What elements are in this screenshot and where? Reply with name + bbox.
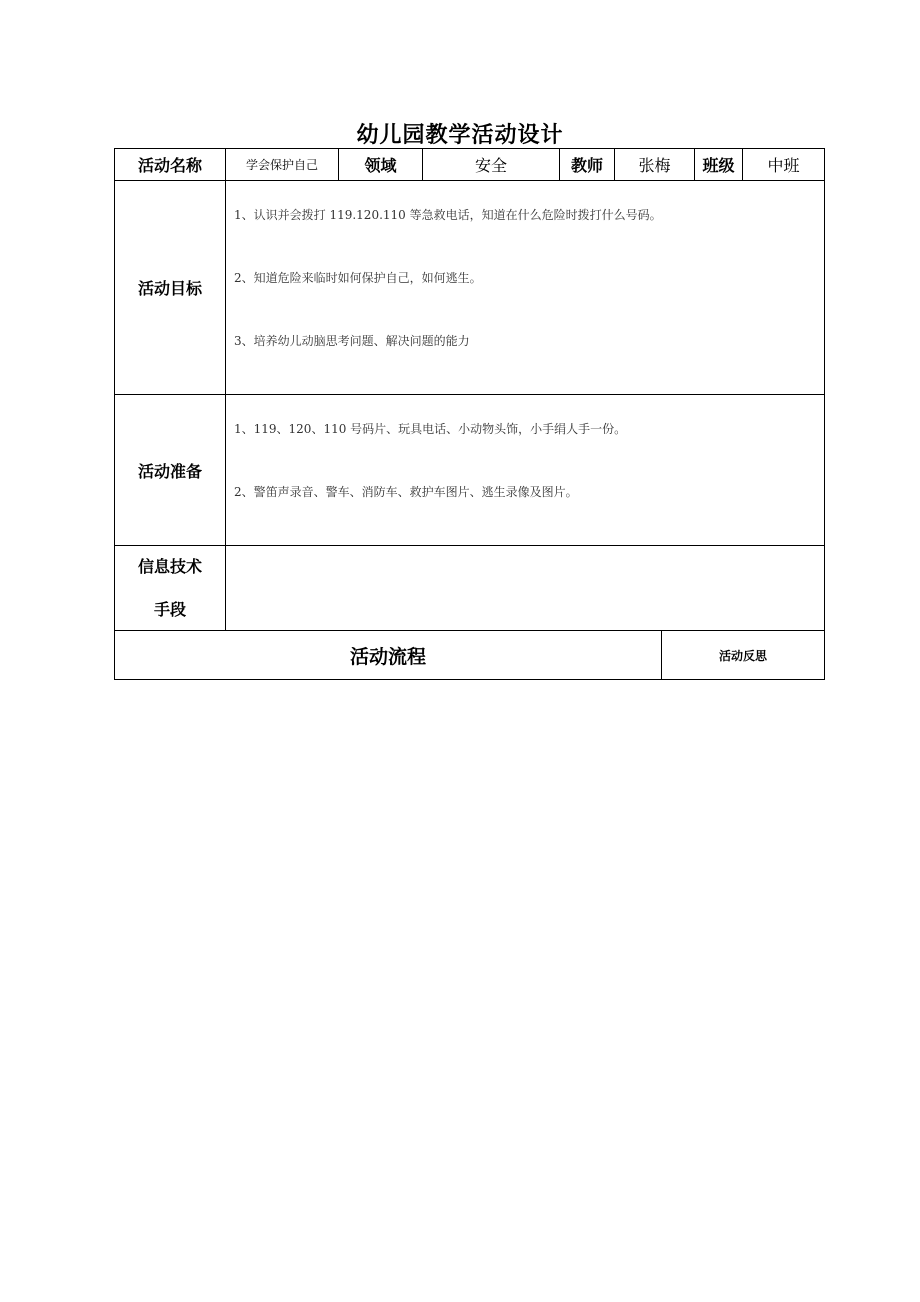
- tech-content: [226, 546, 825, 631]
- preparation-row: [115, 395, 825, 546]
- tech-label-line1: 信息技术: [137, 556, 202, 576]
- goal-item: 2、知道危险来临时如何保护自己，如何逃生。: [234, 271, 482, 285]
- lesson-plan-table: [114, 148, 825, 680]
- goals-content: [226, 181, 825, 395]
- domain-value: 安全: [423, 149, 560, 181]
- class-value: 中班: [743, 149, 825, 181]
- tech-label: [115, 546, 226, 631]
- teacher-label: 教师: [560, 149, 615, 181]
- preparation-item: 1、119、120、110 号码片、玩具电话、小动物头饰，小手绢人手一份。: [234, 422, 627, 436]
- preparation-content: [226, 395, 825, 546]
- preparation-item: 2、警笛声录音、警车、消防车、救护车图片、逃生录像及图片。: [234, 485, 578, 499]
- goals-row: [115, 181, 825, 395]
- flow-title: 活动流程: [115, 631, 662, 680]
- header-row: [115, 149, 825, 181]
- activity-name-label: 活动名称: [115, 149, 226, 181]
- tech-row: [115, 546, 825, 631]
- flow-row: [115, 631, 825, 680]
- goal-item: 3、培养幼儿动脑思考问题、解决问题的能力: [234, 334, 470, 348]
- activity-name-value: 学会保护自己: [226, 149, 339, 181]
- tech-label-line2: 手段: [153, 599, 186, 619]
- reflection-label: 活动反思: [662, 631, 825, 680]
- domain-label: 领域: [339, 149, 423, 181]
- goals-label: 活动目标: [115, 181, 226, 395]
- goal-item: 1、认识并会拨打 119.120.110 等急救电话，知道在什么危险时拨打什么号码。: [234, 208, 662, 222]
- teacher-value: 张梅: [615, 149, 695, 181]
- class-label: 班级: [695, 149, 743, 181]
- preparation-label: 活动准备: [115, 395, 226, 546]
- page-title: 幼儿园教学活动设计: [356, 123, 564, 148]
